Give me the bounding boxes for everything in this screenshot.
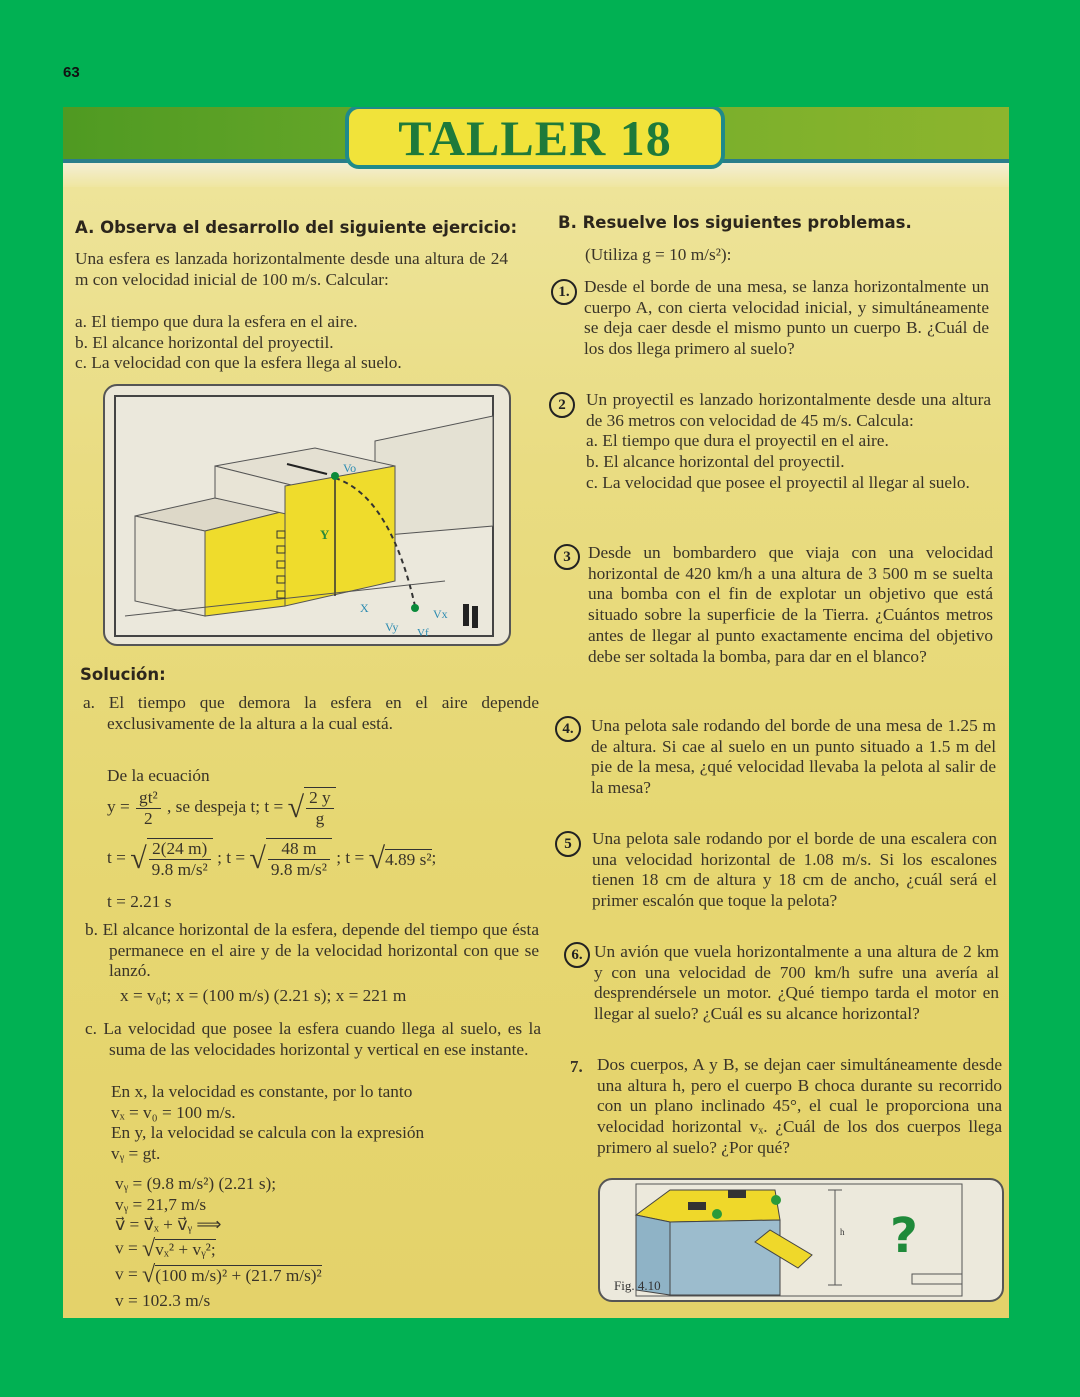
calc-lines [115,1174,276,1236]
text-line: vᵧ = gt. [111,1144,161,1164]
gravity-note: (Utiliza g = 10 m/s²): [585,245,732,264]
eq-text: t = [107,847,126,867]
eq-text: ; t = [336,847,365,867]
equation-b: x = v₀t; x = (100 m/s) (2.21 s); x = 221 m [120,986,407,1005]
square-root: √vₓ² + vᵧ²; [142,1236,216,1262]
solution-c-lines [111,1082,519,1165]
problem-5: Una pelota sale rodando por el borde de una escalera con una velocidad horizontal de 1.08 m/s. Si los escalones tienen 18 cm de altura y 18 cm de ancho, ¿cuál será el primer escalón que toque la pelota? [592,829,997,911]
text-line: v⃗ = v⃗ₓ + v⃗ᵧ ⟹ [115,1215,222,1235]
final-result: v = 102.3 m/s [115,1291,211,1310]
sub-item: c. La velocidad que posee el proyectil al llegar al suelo. [586,472,970,492]
building-projectile-figure [103,384,511,646]
problem-number: 6. [564,942,590,968]
exercise-intro: Una esfera es lanzada horizontalmente desde una altura de 24 m con velocidad inicial de 100 m/s. Calcular: [75,249,508,289]
question-mark: ? [890,1208,918,1264]
problem-3: Desde un bombardero que viaja con una velocidad horizontal de 420 km/h a una altura de 3 500 m se suelta una bomba con el fin de explotar un objetivo que está situado sobre la superficie de la Tierra. ¿Cuántos metros antes de llegar al punto exactamente encima del objetivo debe ser soltada la bomba, para dar en el blanco? [588,543,993,666]
text-line: En y, la velocidad se calcula con la expresión [111,1123,425,1143]
equation-3: t = 2.21 s [107,892,172,911]
sqrt-equation-1 [115,1236,216,1263]
exercise-item: b. El alcance horizontal del proyectil. [75,332,334,352]
sub-item: b. El alcance horizontal del proyectil. [586,452,845,472]
eq-text: ; [431,847,437,867]
figure-caption: Fig. 4.10 [614,1278,661,1293]
equation-2 [107,838,436,880]
eq-text: v = [115,1238,138,1258]
square-root: √4.89 s² [368,842,432,875]
problem-2 [586,390,991,494]
equation-1 [107,787,336,829]
problem-number: 3 [554,544,580,570]
numerator: gt² [136,788,161,809]
page-number: 63 [63,64,80,81]
problem-6: Un avión que vuela horizontalmente a una altura de 2 km y con una velocidad de 700 km/h sufre una avería al desprendérsele un motor. ¿Qué tiempo tarda el motor en llegar al suelo? ¿Cuál es su alcance horizontal? [594,942,999,1024]
exercise-item: c. La velocidad con que la esfera llega al suelo. [75,353,402,373]
vf-label: Vf [417,627,429,639]
vx-label: Vx [433,607,448,621]
text-line: vₓ = v₀ = 100 m/s. [111,1102,236,1122]
problem-number: 1. [551,279,577,305]
numerator: 48 m [268,839,330,860]
vy-label: Vy [385,620,399,634]
denominator: 9.8 m/s² [151,860,208,879]
denominator: g [315,809,325,828]
page-title: TALLER 18 [345,107,725,169]
eq-text: y = [107,796,130,816]
building-illustration [105,386,509,644]
denominator: 2 [144,808,153,828]
sqrt-equation-2 [115,1262,322,1289]
radicand: vₓ² + vᵧ²; [155,1240,216,1259]
solution-label: Solución: [80,665,166,684]
text-line: vᵧ = (9.8 m/s²) (2.21 s); [115,1174,277,1193]
equation-intro: De la ecuación [107,766,210,785]
boxes-illustration [600,1180,1002,1300]
fraction [136,788,161,829]
exercise-items [75,312,508,374]
y-label: Y [320,527,330,542]
problem-4: Una pelota sale rodando del borde de una mesa de 1.25 m de altura. Si cae al suelo en un punto situado a 1.5 m del pie de la mesa, ¿qué velocidad llevaba la pelota al salir de la mesa? [591,716,996,798]
text-line: vᵧ = 21,7 m/s [115,1194,207,1214]
square-root: √(100 m/s)² + (21.7 m/s)² [142,1262,322,1288]
eq-text: ; t = [217,847,246,867]
problem-text: Un proyectil es lanzado horizontalmente desde una altura de 36 metros con velocidad de 45 m/s. Calcula: [586,390,991,430]
text-line: En x, la velocidad es constante, por lo tanto [111,1082,413,1101]
sub-item: a. El tiempo que dura el proyectil en el aire. [586,431,889,451]
problem-number: 5 [555,831,581,857]
problem-number: 7. [570,1057,583,1076]
solution-a: a. El tiempo que demora la esfera en el aire depende exclusivamente de la altura a la cual está. [83,693,539,733]
solution-c: c. La velocidad que posee la esfera cuando llega al suelo, es la suma de las velocidades horizontal y vertical en ese instante. [85,1019,541,1059]
section-a-heading: A. Observa el desarrollo del siguiente ejercicio: [75,218,518,237]
problem-number: 2 [549,392,575,418]
v0-label: Vo [343,461,357,475]
problem-7: Dos cuerpos, A y B, se dejan caer simultáneamente desde una altura h, pero el cuerpo B choca durante su recorrido con un plano inclinado 45°, el cual le proporciona una velocidad horizontal vₓ. ¿Cuál de los dos cuerpos llega primero al suelo? ¿Por qué? [597,1055,1002,1157]
radicand: 4.89 s² [385,849,432,869]
problem-1: Desde el borde de una mesa, se lanza horizontalmente un cuerpo A, con cierta velocidad inicial, y simultáneamente se deja caer desde el mismo punto un cuerpo B. ¿Cuál de los dos llega primero al suelo? [584,277,989,359]
eq-text: , se despeja t; t = [167,796,284,816]
square-root: √ $\frac{48 m}{\text{9.8 m/s²}}$ [249,838,332,880]
x-label: X [360,601,369,615]
numerator: 2(24 m) [149,839,211,860]
inclined-plane-figure [598,1178,1004,1302]
height-label: h [840,1227,845,1237]
problem-number: 4. [555,716,581,742]
denominator: 9.8 m/s² [270,860,327,879]
numerator: 2 y [306,788,334,809]
exercise-item: a. El tiempo que dura la esfera en el aire. [75,312,358,331]
square-root: √ $\frac{2 y}{g}$ [288,787,336,829]
section-b-heading: B. Resuelve los siguientes problemas. [558,213,912,232]
eq-text: v = [115,1264,138,1284]
radicand: (100 m/s)² + (21.7 m/s)² [155,1266,322,1285]
square-root: √ $\frac{2(24 m)}{\text{9.8 m/s²}}$ [130,838,213,880]
solution-b: b. El alcance horizontal de la esfera, depende del tiempo que ésta permanece en el aire y de la velocidad horizontal con que se lanzó. [85,920,539,981]
